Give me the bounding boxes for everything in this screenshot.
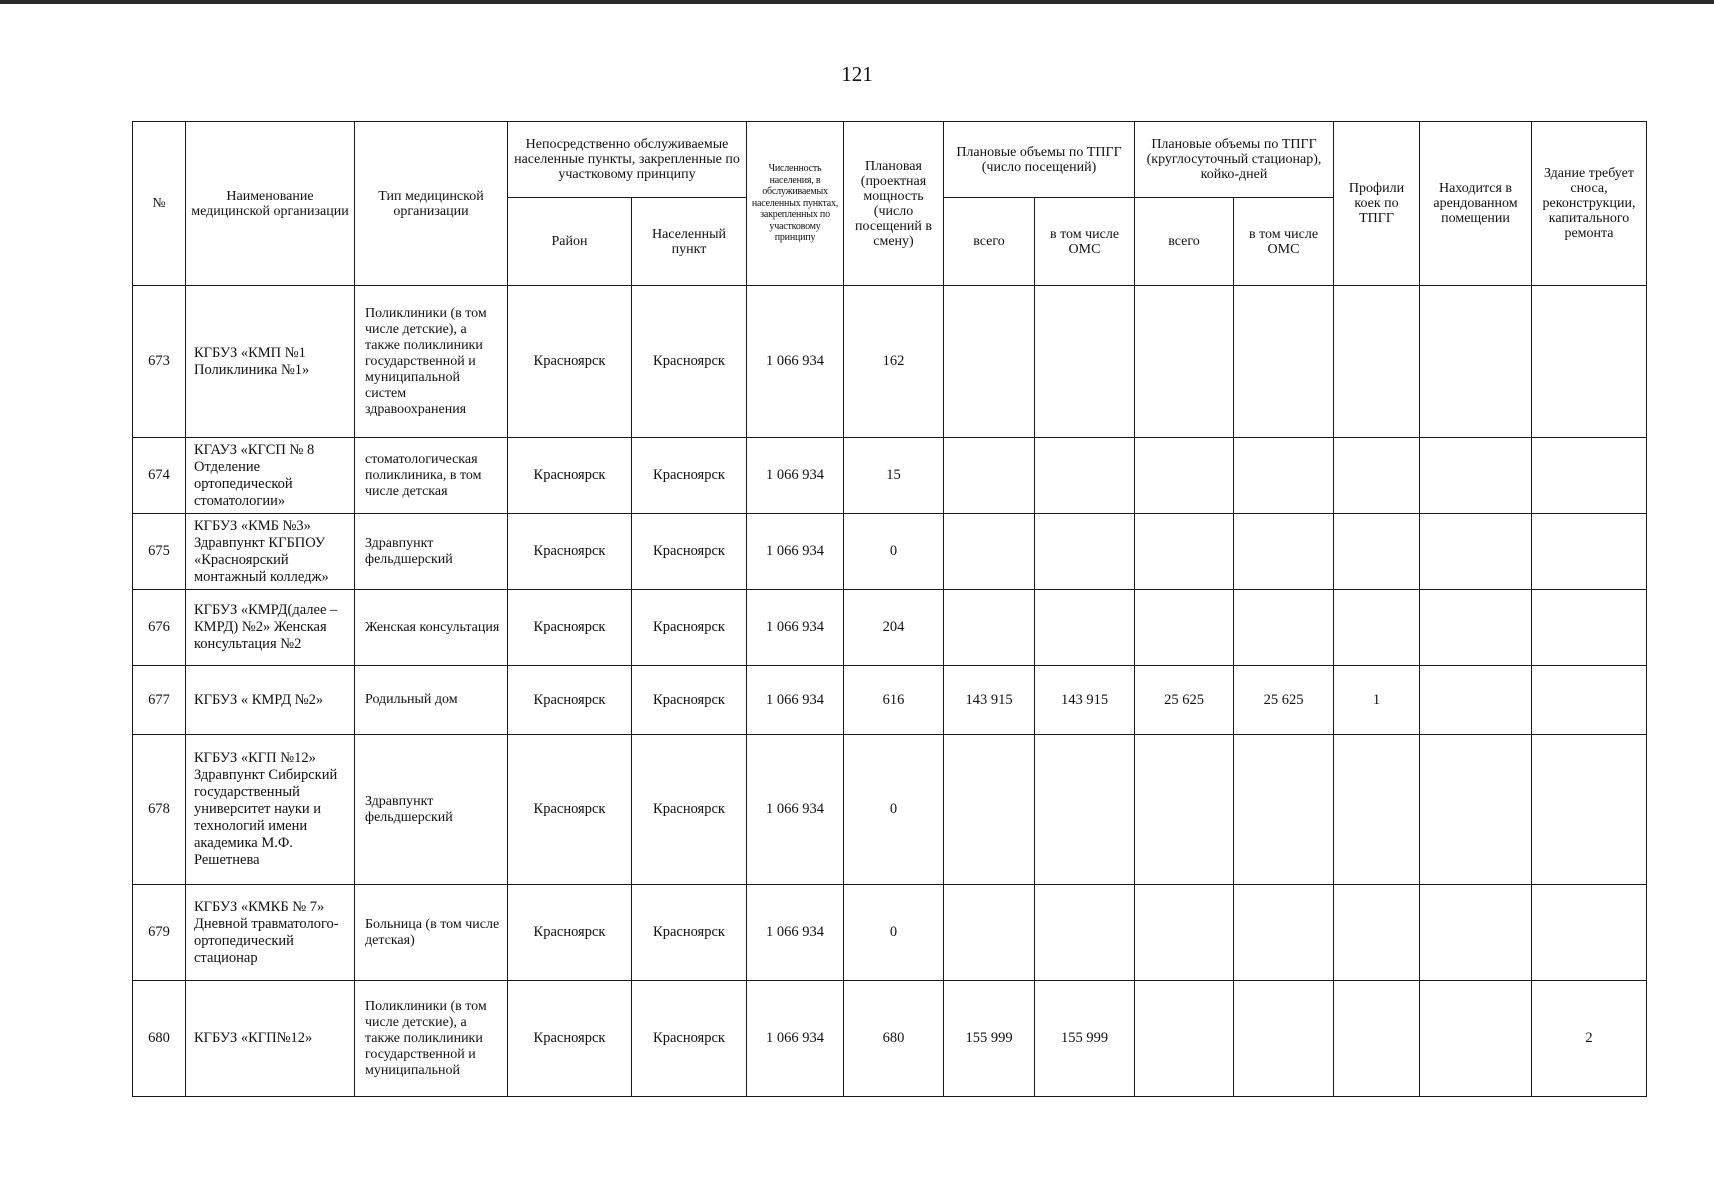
header-capacity: Плановая (проектная мощность (число посещений в смену)	[844, 122, 944, 286]
header-visits-oms: в том числе ОМС	[1035, 198, 1135, 286]
cell-visits-total: 143 915	[944, 666, 1035, 735]
cell-locality: Красноярск	[632, 590, 747, 666]
cell-num: 678	[133, 735, 186, 885]
cell-visits-oms	[1035, 514, 1135, 590]
cell-type: стоматологическая поликлиника, в том числе детская	[355, 438, 508, 514]
cell-name: КГБУЗ «КГП №12» Здравпункт Сибирский государственный университет науки и технологий имени академика М.Ф. Решетнева	[186, 735, 355, 885]
cell-beds-oms	[1234, 286, 1334, 438]
cell-name: КГАУЗ «КГСП № 8 Отделение ортопедической стоматологии»	[186, 438, 355, 514]
cell-beds-oms: 25 625	[1234, 666, 1334, 735]
header-district: Район	[508, 198, 632, 286]
cell-population: 1 066 934	[747, 590, 844, 666]
cell-demolition	[1532, 514, 1647, 590]
cell-locality: Красноярск	[632, 286, 747, 438]
cell-beds-oms	[1234, 590, 1334, 666]
header-profiles: Профили коек по ТПГГ	[1334, 122, 1420, 286]
header-visits-total: всего	[944, 198, 1035, 286]
cell-demolition	[1532, 286, 1647, 438]
cell-capacity: 204	[844, 590, 944, 666]
cell-district: Красноярск	[508, 666, 632, 735]
cell-locality: Красноярск	[632, 885, 747, 981]
cell-num: 680	[133, 981, 186, 1097]
cell-profiles: 1	[1334, 666, 1420, 735]
cell-name: КГБУЗ «КМП №1 Поликлиника №1»	[186, 286, 355, 438]
cell-rented	[1420, 666, 1532, 735]
cell-locality: Красноярск	[632, 438, 747, 514]
cell-profiles	[1334, 885, 1420, 981]
header-row-1	[133, 122, 1647, 198]
cell-demolition	[1532, 666, 1647, 735]
cell-profiles	[1334, 438, 1420, 514]
cell-population: 1 066 934	[747, 286, 844, 438]
cell-population: 1 066 934	[747, 981, 844, 1097]
cell-visits-total	[944, 514, 1035, 590]
cell-num: 677	[133, 666, 186, 735]
cell-visits-oms	[1035, 286, 1135, 438]
top-rule	[0, 0, 1714, 4]
cell-population: 1 066 934	[747, 438, 844, 514]
cell-population: 1 066 934	[747, 666, 844, 735]
cell-district: Красноярск	[508, 735, 632, 885]
cell-num: 676	[133, 590, 186, 666]
cell-population: 1 066 934	[747, 885, 844, 981]
cell-visits-total	[944, 735, 1035, 885]
header-rented: Находится в арендованном помещении	[1420, 122, 1532, 286]
cell-demolition	[1532, 735, 1647, 885]
cell-visits-total: 155 999	[944, 981, 1035, 1097]
cell-beds-total	[1135, 735, 1234, 885]
table-row	[133, 735, 1647, 885]
cell-beds-oms	[1234, 514, 1334, 590]
cell-visits-oms	[1035, 885, 1135, 981]
header-demolition: Здание требует сноса, реконструкции, капитального ремонта	[1532, 122, 1647, 286]
cell-district: Красноярск	[508, 514, 632, 590]
header-visits: Плановые объемы по ТПГГ (число посещений)	[944, 122, 1135, 198]
medical-organizations-table	[132, 121, 1647, 1097]
cell-beds-total	[1135, 981, 1234, 1097]
cell-num: 675	[133, 514, 186, 590]
cell-visits-oms: 155 999	[1035, 981, 1135, 1097]
header-beds: Плановые объемы по ТПГГ (круглосуточный стационар), койко-дней	[1135, 122, 1334, 198]
cell-population: 1 066 934	[747, 735, 844, 885]
cell-profiles	[1334, 514, 1420, 590]
cell-name: КГБУЗ «КМРД(далее – КМРД) №2» Женская консультация №2	[186, 590, 355, 666]
cell-rented	[1420, 286, 1532, 438]
header-population: Численность населения, в обслуживаемых населенных пунктах, закрепленных по участковому принципу	[747, 122, 844, 286]
cell-visits-total	[944, 286, 1035, 438]
header-locality: Населенный пункт	[632, 198, 747, 286]
cell-type: Родильный дом	[355, 666, 508, 735]
cell-beds-total	[1135, 885, 1234, 981]
cell-capacity: 162	[844, 286, 944, 438]
cell-rented	[1420, 514, 1532, 590]
cell-capacity: 0	[844, 735, 944, 885]
cell-district: Красноярск	[508, 286, 632, 438]
cell-type: Больница (в том числе детская)	[355, 885, 508, 981]
cell-rented	[1420, 981, 1532, 1097]
cell-demolition: 2	[1532, 981, 1647, 1097]
header-type: Тип медицинской организации	[355, 122, 508, 286]
cell-visits-oms	[1035, 735, 1135, 885]
cell-visits-total	[944, 438, 1035, 514]
header-beds-total: всего	[1135, 198, 1234, 286]
cell-profiles	[1334, 590, 1420, 666]
cell-num: 674	[133, 438, 186, 514]
page-number: 121	[841, 62, 873, 86]
cell-type: Здравпункт фельдшерский	[355, 735, 508, 885]
cell-beds-oms	[1234, 885, 1334, 981]
cell-rented	[1420, 590, 1532, 666]
table-row	[133, 885, 1647, 981]
cell-profiles	[1334, 981, 1420, 1097]
cell-district: Красноярск	[508, 438, 632, 514]
cell-locality: Красноярск	[632, 514, 747, 590]
cell-district: Красноярск	[508, 981, 632, 1097]
cell-type: Поликлиники (в том числе детские), а также поликлиники государственной и муниципальной систем здравоохранения	[355, 286, 508, 438]
table-row	[133, 981, 1647, 1097]
cell-district: Красноярск	[508, 885, 632, 981]
cell-capacity: 680	[844, 981, 944, 1097]
cell-population: 1 066 934	[747, 514, 844, 590]
cell-beds-total	[1135, 286, 1234, 438]
cell-beds-oms	[1234, 981, 1334, 1097]
cell-visits-total	[944, 885, 1035, 981]
cell-capacity: 0	[844, 885, 944, 981]
table-row	[133, 590, 1647, 666]
cell-name: КГБУЗ «КМКБ № 7» Дневной травматолого-ортопедический стационар	[186, 885, 355, 981]
cell-visits-oms	[1035, 438, 1135, 514]
cell-num: 673	[133, 286, 186, 438]
cell-capacity: 0	[844, 514, 944, 590]
table-row	[133, 514, 1647, 590]
cell-beds-total	[1135, 438, 1234, 514]
cell-name: КГБУЗ « КМРД №2»	[186, 666, 355, 735]
cell-beds-oms	[1234, 438, 1334, 514]
header-beds-oms: в том числе ОМС	[1234, 198, 1334, 286]
table-row	[133, 286, 1647, 438]
cell-district: Красноярск	[508, 590, 632, 666]
cell-type: Женская консультация	[355, 590, 508, 666]
cell-beds-total	[1135, 590, 1234, 666]
cell-visits-oms: 143 915	[1035, 666, 1135, 735]
cell-rented	[1420, 885, 1532, 981]
cell-visits-total	[944, 590, 1035, 666]
cell-name: КГБУЗ «КГП№12»	[186, 981, 355, 1097]
header-num: №	[133, 122, 186, 286]
cell-locality: Красноярск	[632, 735, 747, 885]
cell-capacity: 616	[844, 666, 944, 735]
table-row	[133, 438, 1647, 514]
cell-capacity: 15	[844, 438, 944, 514]
cell-beds-oms	[1234, 735, 1334, 885]
cell-demolition	[1532, 438, 1647, 514]
cell-name: КГБУЗ «КМБ №3» Здравпункт КГБПОУ «Красноярский монтажный колледж»	[186, 514, 355, 590]
cell-type: Здравпункт фельдшерский	[355, 514, 508, 590]
cell-num: 679	[133, 885, 186, 981]
cell-rented	[1420, 735, 1532, 885]
cell-profiles	[1334, 735, 1420, 885]
cell-demolition	[1532, 590, 1647, 666]
cell-demolition	[1532, 885, 1647, 981]
table-row	[133, 666, 1647, 735]
cell-locality: Красноярск	[632, 666, 747, 735]
cell-rented	[1420, 438, 1532, 514]
cell-locality: Красноярск	[632, 981, 747, 1097]
cell-beds-total: 25 625	[1135, 666, 1234, 735]
cell-type: Поликлиники (в том числе детские), а также поликлиники государственной и муниципальной	[355, 981, 508, 1097]
cell-visits-oms	[1035, 590, 1135, 666]
header-served: Непосредственно обслуживаемые населенные пункты, закрепленные по участковому принципу	[508, 122, 747, 198]
cell-profiles	[1334, 286, 1420, 438]
cell-beds-total	[1135, 514, 1234, 590]
header-name: Наименование медицинской организации	[186, 122, 355, 286]
